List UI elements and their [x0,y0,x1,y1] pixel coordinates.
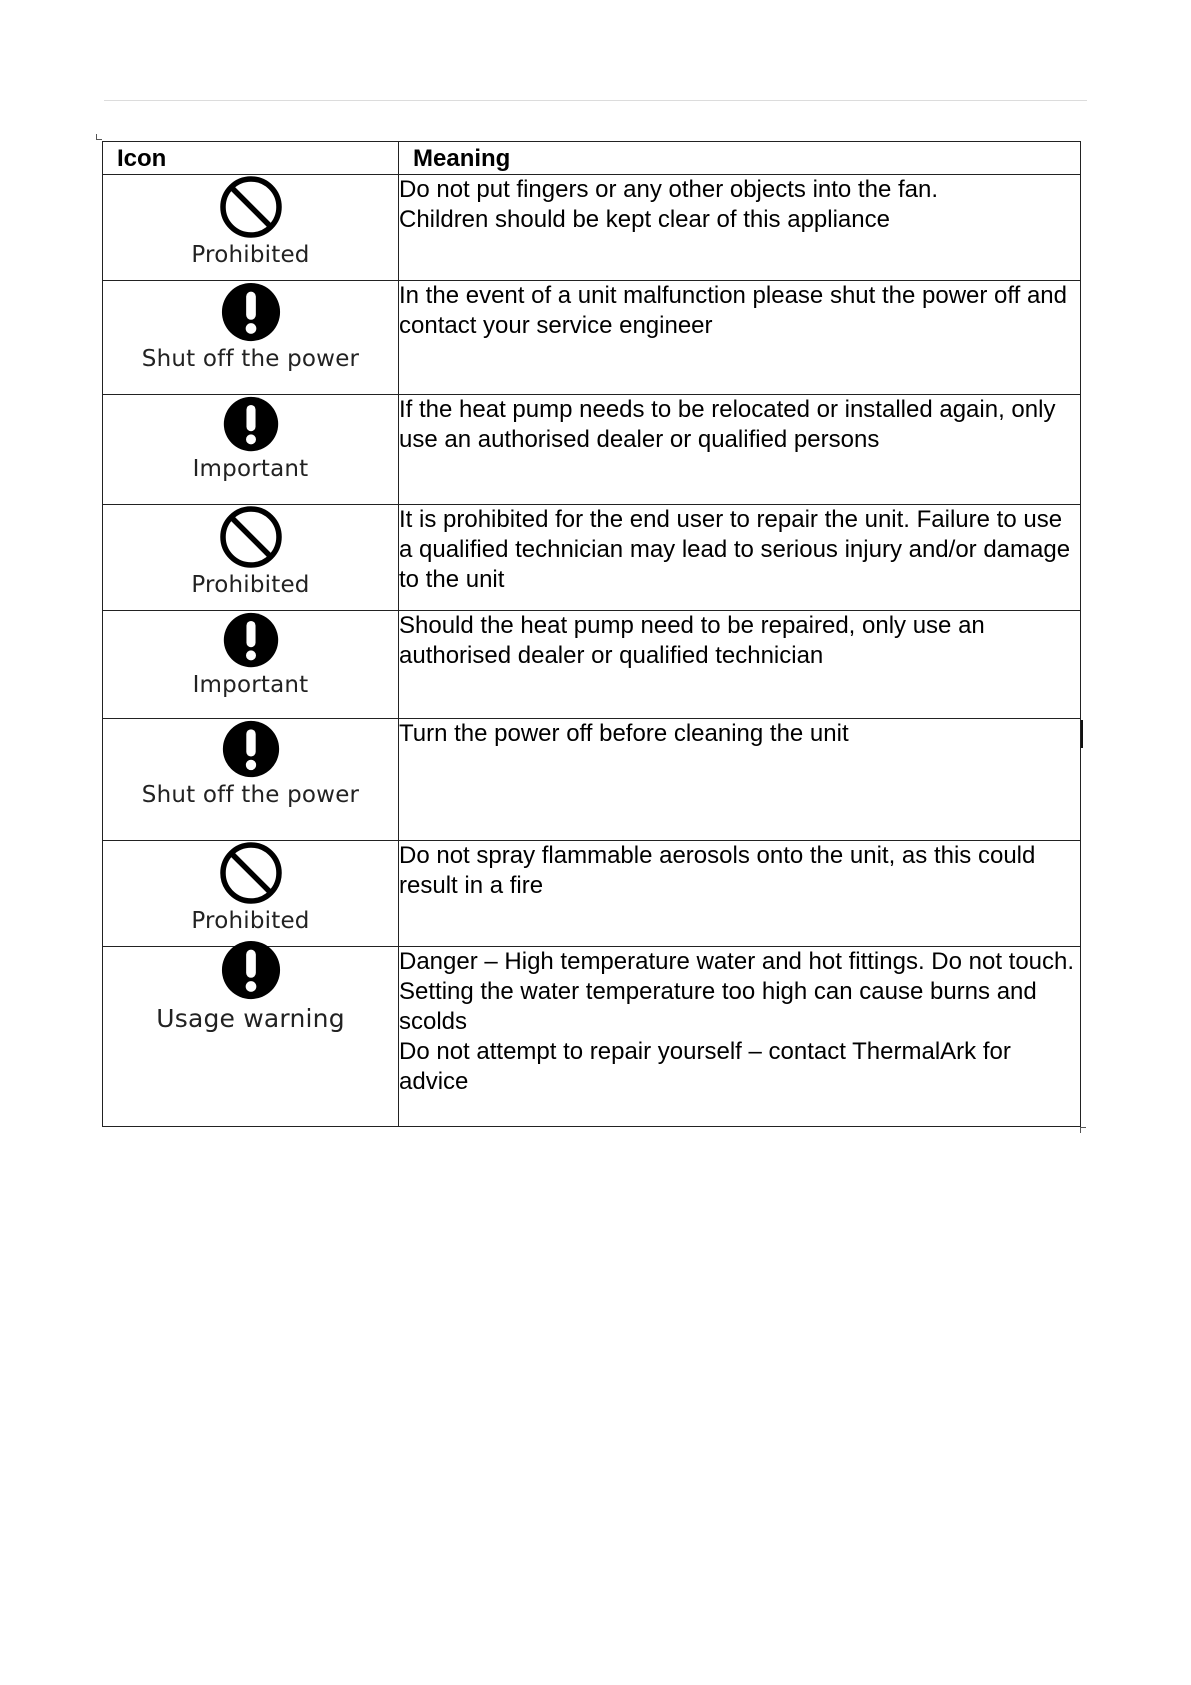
icon-label: Important [192,672,309,698]
table-row [103,719,1081,841]
meaning-cell [399,281,1081,395]
text-boundary-mark [96,134,102,140]
icon-label: Prohibited [191,572,310,598]
exclamation-icon [220,939,282,1001]
meaning-column-header: Meaning [399,142,1081,175]
meaning-cell [399,719,1081,841]
meaning-text: Setting the water temperature too high can cause burns and scolds [399,978,1037,1035]
meaning-text: Do not spray flammable aerosols onto the unit, as this could result in a fire [399,842,1036,899]
icon-label: Usage warning [156,1004,345,1033]
meaning-text: Do not put fingers or any other objects into the fan. [399,176,938,203]
icon-column-header: Icon [103,142,399,175]
meaning-text: Should the heat pump need to be repaired, only use an authorised dealer or qualified technician [399,612,985,669]
prohibited-icon [219,505,283,569]
icon-cell [103,281,399,395]
exclamation-icon [222,611,280,669]
icon-cell [103,395,399,505]
table-row [103,505,1081,611]
meaning-text: In the event of a unit malfunction please shut the power off and contact your service engineer [399,282,1068,339]
meaning-cell [399,841,1081,947]
table-row [103,281,1081,395]
cursor-mark [1081,720,1083,748]
meaning-text: It is prohibited for the end user to repair the unit. Failure to use a qualified technician may lead to serious injury and/or damage to the unit [399,506,1071,593]
meaning-cell [399,611,1081,719]
icon-label: Important [192,456,309,482]
icon-label: Shut off the power [141,346,360,372]
safety-icon-table [102,141,1081,1127]
icon-cell [103,719,399,841]
meaning-cell [399,505,1081,611]
prohibited-icon [219,841,283,905]
page-header-rule [104,100,1087,101]
meaning-text: Do not attempt to repair yourself – contact ThermalArk for advice [399,1038,1011,1095]
meaning-text: Children should be kept clear of this appliance [399,206,890,233]
meaning-text: Danger – High temperature water and hot fittings. Do not touch. [399,948,1075,975]
meaning-cell [399,947,1081,1127]
exclamation-icon [221,719,281,779]
meaning-text: If the heat pump needs to be relocated or installed again, only use an authorised dealer or qualified persons [399,396,1056,453]
icon-cell [103,841,399,947]
table-header-row [103,142,1081,175]
text-boundary-mark [1080,1127,1086,1133]
icon-cell [103,947,399,1127]
prohibited-icon [219,175,283,239]
table-row [103,175,1081,281]
exclamation-icon [220,281,282,343]
table-row [103,395,1081,505]
icon-cell [103,175,399,281]
icon-label: Prohibited [191,242,310,268]
icon-cell [103,611,399,719]
table-row [103,611,1081,719]
exclamation-icon [222,395,280,453]
meaning-cell [399,395,1081,505]
icon-label: Prohibited [191,908,310,934]
meaning-cell [399,175,1081,281]
icon-label: Shut off the power [141,782,360,808]
table-row [103,947,1081,1127]
meaning-text: Turn the power off before cleaning the unit [399,720,849,747]
icon-cell [103,505,399,611]
table-row [103,841,1081,947]
